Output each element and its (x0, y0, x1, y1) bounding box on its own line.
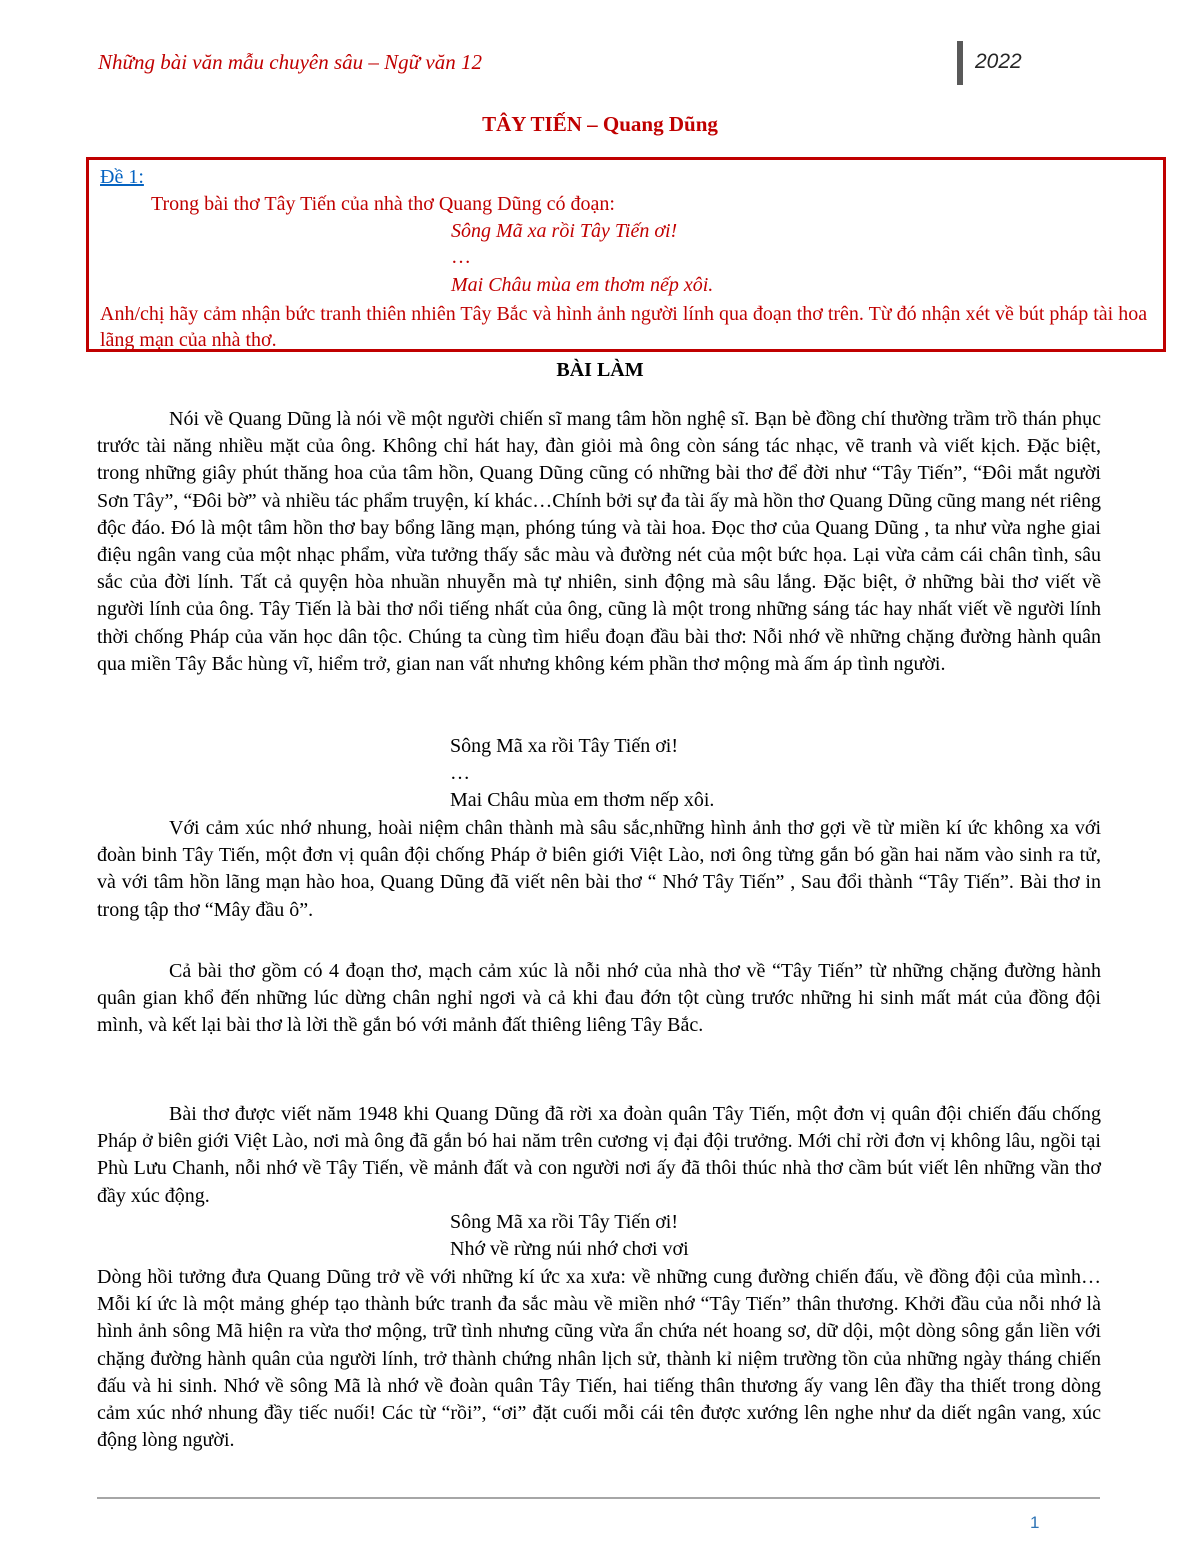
body-verse-1: Sông Mã xa rồi Tây Tiến ơi! (450, 735, 678, 757)
page-number: 1 (1030, 1513, 1040, 1532)
footer-rule (97, 1497, 1100, 1499)
document-title: TÂY TIẾN – Quang Dũng (482, 112, 718, 136)
header-title: Những bài văn mẫu chuyên sâu – Ngữ văn 12 (98, 50, 482, 74)
body-paragraph-4: Bài thơ được viết năm 1948 khi Quang Dũng đã rời xa đoàn quân Tây Tiến, một đơn vị quân đội chiến đấu chống Pháp ở biên giới Việt Lào, nơi mà ông đã gắn bó hai năm trên cương vị đại đội trưởng. Mới chỉ rời đơn vị không lâu, ngồi tại Phù Lưu Chanh, nỗi nhớ về Tây Tiến, về mảnh đất và con người nơi ấy đã thôi thúc nhà thơ cầm bút viết lên những vần thơ đầy xúc động. (97, 1103, 1101, 1207)
body-paragraph-3: Cả bài thơ gồm có 4 đoạn thơ, mạch cảm xúc là nỗi nhớ của nhà thơ về “Tây Tiến” từ những chặng đường hành quân gian khổ đến những lúc dừng chân nghỉ ngơi và cả khi đau đớn tột cùng trước những hi sinh mất mát của đồng đội mình, và kết lại bài thơ là lời thề gắn bó với mảnh đất thiêng liêng Tây Bắc. (97, 960, 1101, 1037)
body-verse-3: Sông Mã xa rồi Tây Tiến ơi! (450, 1211, 678, 1233)
body-paragraph-2: Với cảm xúc nhớ nhung, hoài niệm chân thành mà sâu sắc,những hình ảnh thơ gợi về từ miền kí ức không xa với đoàn binh Tây Tiến, một đơn vị quân đội chống Pháp ở biên giới Việt Lào, nơi ông từng gắn bó gần hai năm vào sinh ra tử, và với tâm hồn lãng mạn hào hoa, Quang Dũng đã viết nên bài thơ “ Nhớ Tây Tiến” , Sau đổi thành “Tây Tiến”. Bài thơ in trong tập thơ “Mây đầu ô”. (97, 817, 1101, 921)
question-verse-last: Mai Châu mùa em thơm nếp xôi. (451, 274, 714, 296)
question-label-link[interactable]: Đề 1: (100, 166, 144, 188)
body-verse-4: Nhớ về rừng núi nhớ chơi vơi (450, 1238, 689, 1260)
body-paragraph-1: Nói về Quang Dũng là nói về một người chiến sĩ mang tâm hồn nghệ sĩ. Bạn bè đồng chí thường trầm trồ thán phục trước tài năng nhiều mặt của ông. Không chỉ hát hay, đàn giỏi mà ông còn sáng tác nhạc, vẽ tranh và viết kịch. Đặc biệt, trong những giây phút thăng hoa của tâm hồn, Quang Dũng cũng có những bài thơ để đời như “Tây Tiến”, “Đôi mắt người Sơn Tây”, “Đôi bờ” và nhiều tác phẩm truyện, kí khác…Chính bởi sự đa tài ấy mà hồn thơ Quang Dũng cũng mang nét riêng độc đáo. Đó là một tâm hồn thơ bay bổng lãng mạn, phóng túng và tài hoa. Đọc thơ của Quang Dũng , ta như vừa nghe giai điệu ngân vang của một nhạc phẩm, vừa tưởng thấy sắc màu và đường nét của một bức họa. Lại vừa cảm cái chân tình, sâu sắc của đời lính. Tất cả quyện hòa nhuần nhuyễn mà tự nhiên, sinh động mà sâu lắng. Đặc biệt, ở những bài thơ viết về người lính của ông. Tây Tiến là bài thơ nổi tiếng nhất của ông, cũng là một trong những sáng tác hay nhất viết về người lính thời chống Pháp của văn học dân tộc. Chúng ta cùng tìm hiểu đoạn đầu bài thơ: Nỗi nhớ về những chặng đường hành quân qua miền Tây Bắc hùng vĩ, hiểm trở, gian nan vất nhưng không kém phần thơ mộng mà ấm áp tình người. (97, 408, 1101, 675)
question-intro: Trong bài thơ Tây Tiến của nhà thơ Quang Dũng có đoạn: (151, 193, 615, 215)
header-year: 2022 (975, 50, 1022, 73)
answer-heading: BÀI LÀM (556, 359, 644, 381)
question-box (86, 157, 1166, 352)
body-verse-2: Mai Châu mùa em thơm nếp xôi. (450, 789, 715, 811)
body-ellipsis: … (450, 762, 470, 784)
question-task: Anh/chị hãy cảm nhận bức tranh thiên nhiên Tây Bắc và hình ảnh người lính qua đoạn thơ trên. Từ đó nhận xét về bút pháp tài hoa lãng mạn của nhà thơ. (100, 303, 1148, 351)
body-paragraph-5: Dòng hồi tưởng đưa Quang Dũng trở về với những kí ức xa xưa: về những cung đường chiến đấu, về đồng đội của mình… Mỗi kí ức là một mảng ghép tạo thành bức tranh đa sắc màu về miền nhớ “Tây Tiến” thân thương. Khởi đầu của nỗi nhớ là hình ảnh sông Mã hiện ra vừa thơ mộng, trữ tình nhưng cũng vừa ẩn chứa nét hoang sơ, dữ dội, một dòng sông gắn liền với chặng đường hành quân của người lính, trở thành chứng nhân lịch sử, thành kỉ niệm trường tồn của những ngày tháng chiến đấu và hi sinh. Nhớ về sông Mã là nhớ về đoàn quân Tây Tiến, hai tiếng thân thương ấy vang lên đầy tha thiết trong dòng cảm xúc nhớ nhung đầy tiếc nuối! Các từ “rồi”, “ơi” đặt cuối mỗi cái tên được xướng lên nghe như da diết ngân vang, xúc động lòng người. (97, 1266, 1101, 1452)
question-ellipsis: … (451, 246, 471, 268)
question-verse-first: Sông Mã xa rồi Tây Tiến ơi! (451, 220, 678, 242)
header-divider (957, 41, 963, 85)
